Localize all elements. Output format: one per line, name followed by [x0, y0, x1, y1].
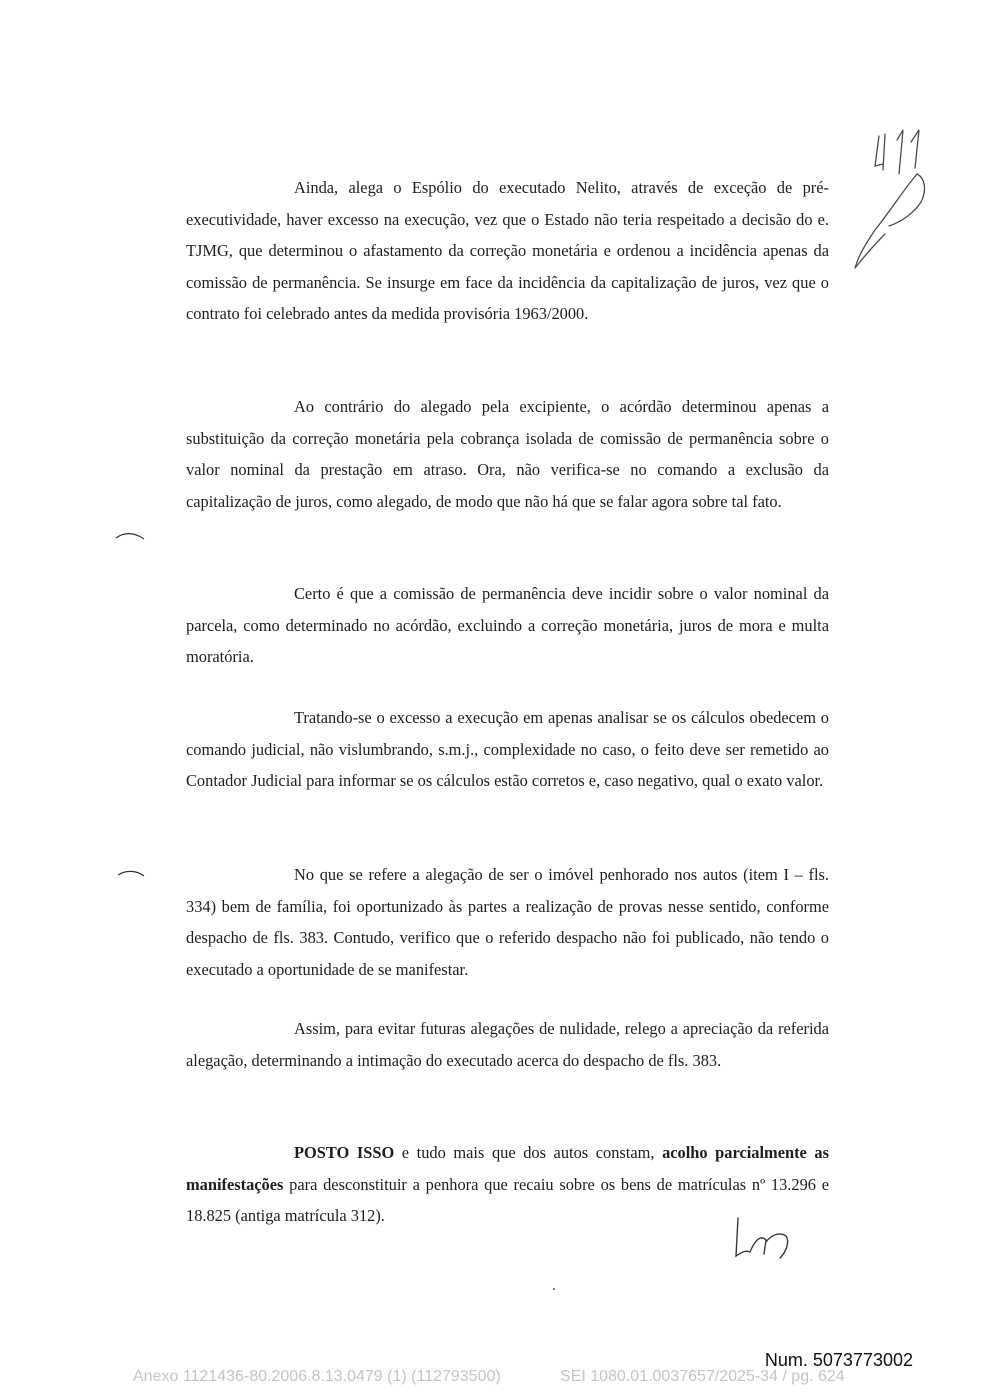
- paragraph-conclusion: POSTO ISSO e tudo mais que dos autos constam, acolho parcialmente as manifestações para desconstituir a penhora que recaiu sobre os bens de matrículas nº 13.296 e 18.825 (antiga matrícula 312).: [186, 1143, 829, 1225]
- paragraph-6: Assim, para evitar futuras alegações de nulidade, relego a apreciação da referida alegação, determinando a intimação do executado acerca do despacho de fls. 383.: [186, 1019, 829, 1070]
- paragraph-2: Ao contrário do alegado pela excipiente, o acórdão determinou apenas a substituição da correção monetária pela cobrança isolada de comissão de permanência sobre o valor nominal da prestação em atraso. Ora, não verifica-se no comando a exclusão da capitalização de juros, como alegado, de modo que não há que se falar agora sobre tal fato.: [186, 397, 829, 511]
- margin-mark: [114, 530, 146, 542]
- acolho-label: acolho parcialmente as manifestações: [186, 1143, 829, 1194]
- handwritten-page-stamp: [845, 118, 945, 278]
- posto-isso-label: POSTO ISSO: [294, 1143, 395, 1162]
- paragraph-5: No que se refere a alegação de ser o imóvel penhorado nos autos (item I – fls. 334) bem de família, foi oportunizado às partes a realização de provas nesse sentido, conforme despacho de fls. 383. Contudo, verifico que o referido despacho não foi publicado, não tendo o executado a oportunidade de se manifestar.: [186, 865, 829, 979]
- paragraph-4: Tratando-se o excesso a execução em apenas analisar se os cálculos obedecem o comando judicial, não vislumbrando, s.m.j., complexidade no caso, o feito deve ser remetido ao Contador Judicial para informar se os cálculos estão corretos e, caso negativo, qual o exato valor.: [186, 708, 829, 790]
- stray-dot: [553, 1288, 555, 1290]
- document-number: Num. 5073773002: [764, 1350, 913, 1370]
- sei-reference: SEI 1080.01.0037657/2025-34 / pg. 624: [560, 1368, 845, 1385]
- handwritten-initials: [728, 1212, 798, 1268]
- paragraph-3: Certo é que a comissão de permanência deve incidir sobre o valor nominal da parcela, como determinado no acórdão, excluindo a correção monetária, juros de mora e multa moratória.: [186, 584, 829, 666]
- paragraph-1: Ainda, alega o Espólio do executado Nelito, através de exceção de pré-executividade, haver excesso na execução, vez que o Estado não teria respeitado a decisão do e. TJMG, que determinou o afastamento da correção monetária e ordenou a incidência apenas da comissão de permanência. Se insurge em face da incidência da capitalização de juros, vez que o contrato foi celebrado antes da medida provisória 1963/2000.: [186, 178, 829, 323]
- annex-reference: Anexo 1121436-80.2006.8.13.0479 (1) (112793500): [133, 1368, 501, 1385]
- margin-mark: [116, 867, 146, 879]
